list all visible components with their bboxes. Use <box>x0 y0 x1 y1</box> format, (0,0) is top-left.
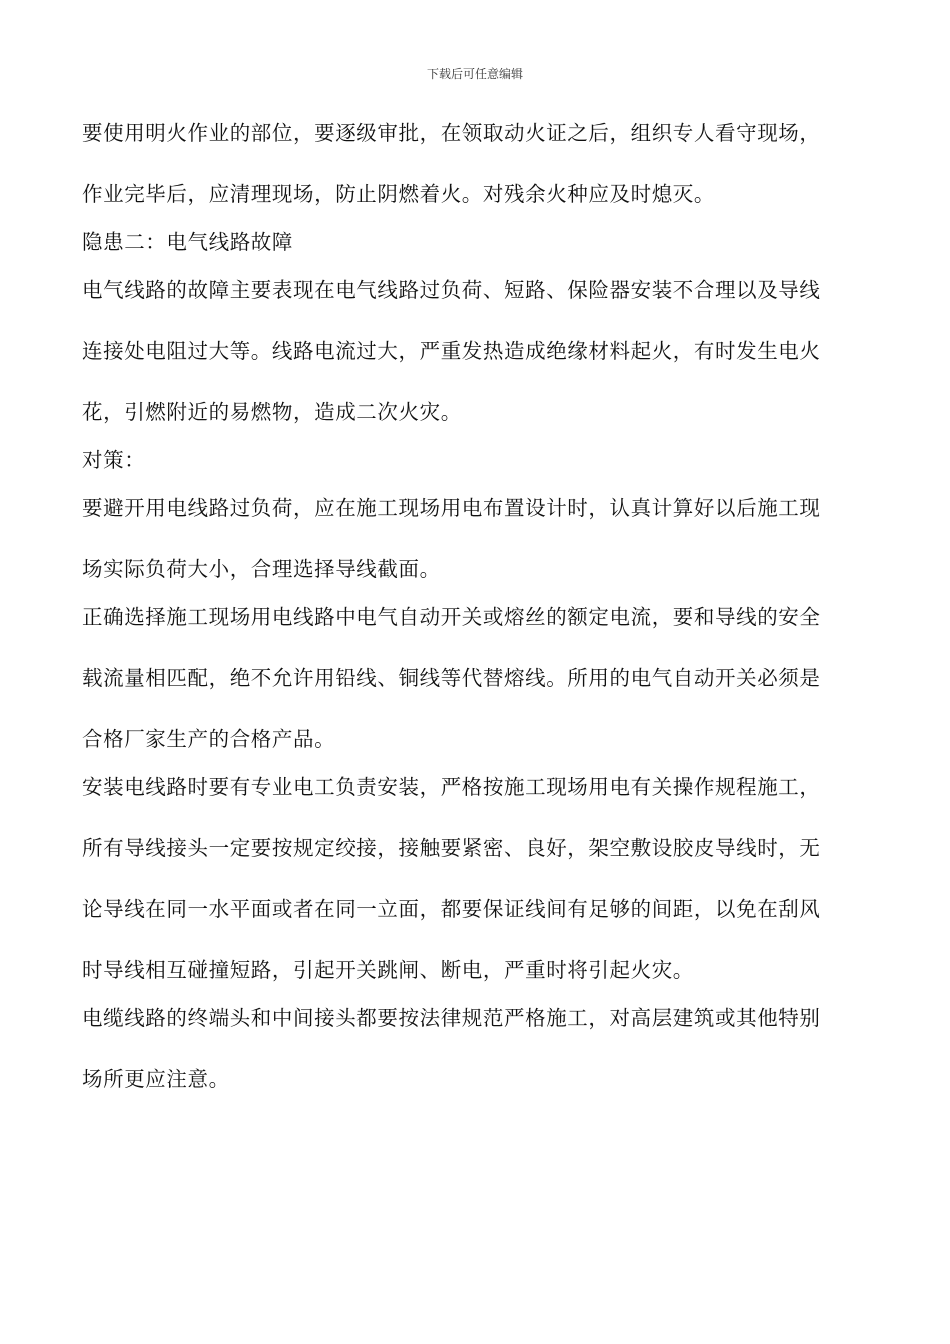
paragraph-line: 花，引燃附近的易燃物，造成二次火灾。 <box>82 400 462 424</box>
paragraph-line: 连接处电阻过大等。线路电流过大，严重发热造成绝缘材料起火，有时发生电火 <box>82 339 821 363</box>
paragraph-line: 载流量相匹配，绝不允许用铅线、铜线等代替熔线。所用的电气自动开关必须是 <box>82 666 821 690</box>
section-heading: 隐患二：电气线路故障 <box>82 230 293 254</box>
page-header: 下载后可任意编辑 <box>426 67 523 81</box>
paragraph-line: 场所更应注意。 <box>82 1067 230 1091</box>
paragraph-line: 时导线相互碰撞短路，引起开关跳闸、断电，严重时将引起火灾。 <box>82 958 694 982</box>
paragraph-line: 要避开用电线路过负荷，应在施工现场用电布置设计时，认真计算好以后施工现 <box>82 496 821 520</box>
paragraph-line: 要使用明火作业的部位，要逐级审批，在领取动火证之后，组织专人看守现场， <box>82 121 821 145</box>
paragraph-line: 安装电线路时要有专业电工负责安装，严格按施工现场用电有关操作规程施工， <box>82 775 821 799</box>
paragraph-line: 正确选择施工现场用电线路中电气自动开关或熔丝的额定电流，要和导线的安全 <box>82 605 821 629</box>
paragraph-line: 合格厂家生产的合格产品。 <box>82 727 336 751</box>
section-heading: 对策： <box>82 448 146 472</box>
paragraph-line: 作业完毕后，应清理现场，防止阴燃着火。对残余火种应及时熄灭。 <box>82 182 715 206</box>
paragraph-line: 场实际负荷大小，合理选择导线截面。 <box>82 557 441 581</box>
paragraph-line: 电气线路的故障主要表现在电气线路过负荷、短路、保险器安装不合理以及导线 <box>82 278 821 302</box>
paragraph-line: 所有导线接头一定要按规定绞接，接触要紧密、良好，架空敷设胶皮导线时，无 <box>82 836 821 860</box>
paragraph-line: 电缆线路的终端头和中间接头都要按法律规范严格施工，对高层建筑或其他特别 <box>82 1006 821 1030</box>
paragraph-line: 论导线在同一水平面或者在同一立面，都要保证线间有足够的间距，以免在刮风 <box>82 897 821 921</box>
document-body <box>82 118 872 1094</box>
